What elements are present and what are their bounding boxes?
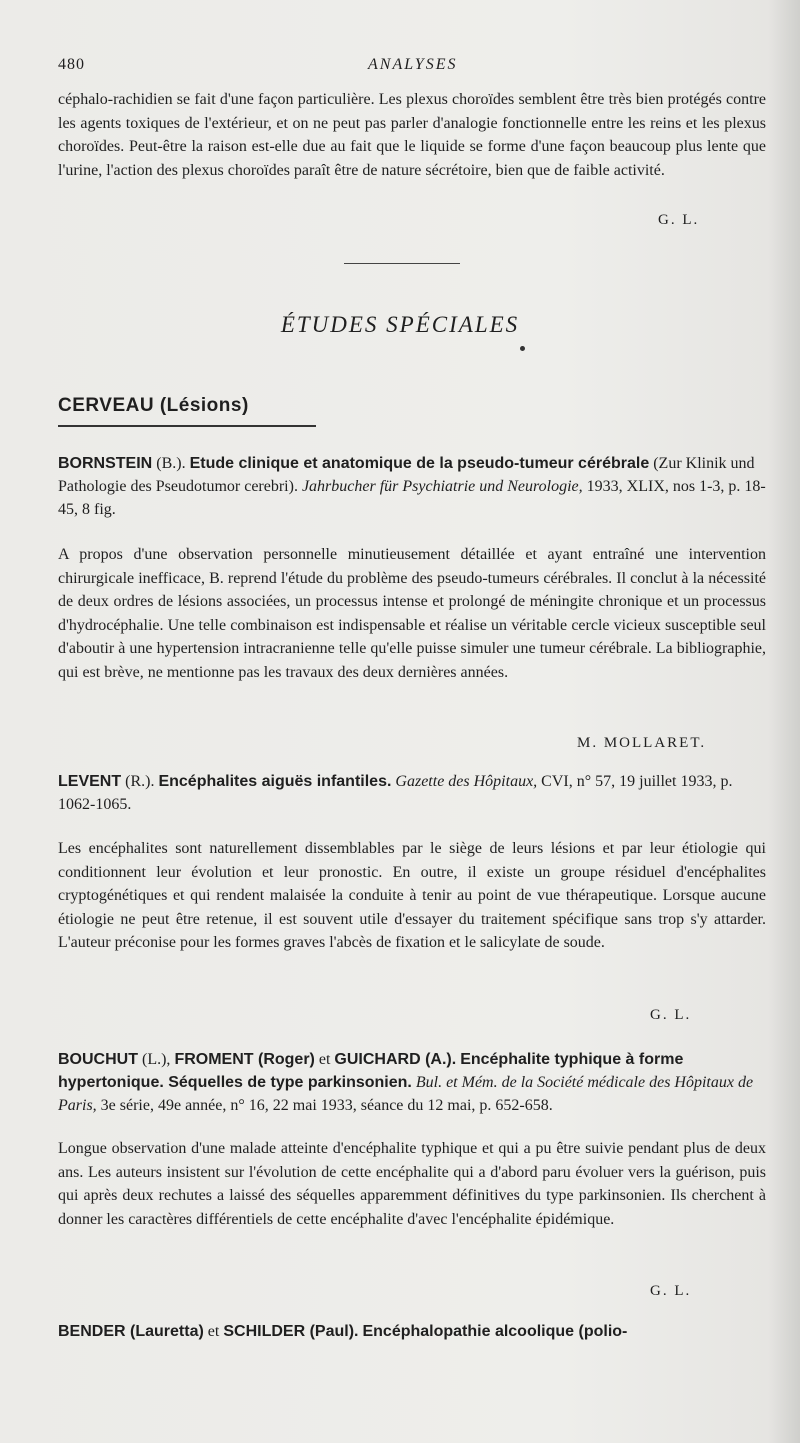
article-authors: BOUCHUT	[58, 1051, 138, 1068]
article-signature: G. L.	[650, 1007, 692, 1023]
article-authors: BENDER (Lauretta)	[58, 1323, 204, 1340]
article-authors: BORNSTEIN	[58, 455, 153, 472]
article-reference	[58, 1320, 766, 1343]
article-reference	[58, 1048, 766, 1117]
article-abstract: Les encéphalites sont naturellement dissemblables par le siège de leurs lésions et par leur étiologie qui conditionnent leur évolution et leur pronostic. En outre, il existe un groupe résiduel d'encéphalites cryptogénétiques et qui rendent malaisée la conduite à tenir au point de vue thérapeutique. Lorsque aucune étiologie ne peut être retenue, il est souvent utile d'essayer du traitement spécifique sans trop s'y attarder. L'auteur préconise pour les formes graves l'abcès de fixation et le salicylate de soude.	[58, 840, 766, 951]
running-title: ANALYSES	[368, 56, 458, 73]
article-connector: et	[318, 1051, 331, 1068]
article-title: Encéphalites aiguës infantiles.	[158, 773, 392, 790]
article-authors: SCHILDER (Paul).	[223, 1323, 359, 1340]
article-initials: (L.),	[142, 1051, 171, 1068]
article-authors: FROMENT (Roger)	[174, 1051, 315, 1068]
article-connector: et	[207, 1323, 220, 1340]
article-reference	[58, 770, 766, 816]
intro-signature: G. L.	[658, 212, 700, 228]
article-authors: GUICHARD (A.).	[334, 1051, 457, 1068]
article-abstract: A propos d'une observation personnelle minutieusement détaillée et ayant entraîné une intervention chirurgicale inefficace, B. reprend l'étude du problème des pseudo-tumeurs cérébrales. Il conclut à la nécessité de deux ordres de lésions associées, un processus intense et prolongé de méningite chronique et un processus d'hydrocéphalie. Une telle combinaison est indispensable et réalise un véritable cercle vicieux susceptible seul d'aboutir à une hypertension intracranienne telle qu'elle puisse simuler une tumeur cérébrale. La bibliographie, qui est brève, ne mentionne pas les travaux des deux dernières années.	[58, 546, 766, 681]
article-abstract: Longue observation d'une malade atteinte d'encéphalite typhique et qui a pu être suivie pendant plus de deux ans. Les auteurs insistent sur l'évolution de cette encéphalite qui a d'abord paru évoluer vers la guérison, puis qui après deux rechutes a laissé des séquelles apparemment définitives du type parkinsonien. Ils cherchent à donner les caractères différentiels de cette encéphalite d'avec l'encéphalite épidémique.	[58, 1140, 766, 1228]
article-signature: G. L.	[650, 1283, 692, 1299]
article-citation: CVI, n° 57, 19 juillet 1933, p. 1062-1065.	[58, 773, 733, 813]
article-journal: Bul. et Mém. de la Société médicale des Hôpitaux de Paris,	[58, 1074, 754, 1114]
article-citation: (Zur Klinik und Pathologie des Pseudotumor cerebri).	[58, 455, 755, 495]
article-authors: LEVENT	[58, 773, 122, 790]
article-reference	[58, 452, 766, 521]
article-title: Encéphalite typhique à forme hypertonique. Séquelles de type parkinsonien.	[58, 1051, 684, 1091]
article-signature: M. MOLLARET.	[577, 735, 707, 751]
article-title: Encéphalopathie alcoolique (polio-	[362, 1323, 628, 1340]
subsection-underline	[58, 425, 316, 427]
article-initials: (B.).	[156, 455, 186, 472]
article-citation: 3e série, 49e année, n° 16, 22 mai 1933, séance du 12 mai, p. 652-658.	[100, 1097, 553, 1114]
article-citation-details: 1933, XLIX, nos 1-3, p. 18-45, 8 fig.	[58, 478, 766, 518]
section-title: ÉTUDES SPÉCIALES	[280, 312, 520, 337]
bullet-dot	[520, 346, 525, 351]
article-journal: Jahrbucher für Psychiatrie und Neurologie,	[301, 478, 583, 495]
subsection-title: CERVEAU (Lésions)	[58, 395, 249, 416]
intro-paragraph: céphalo-rachidien se fait d'une façon particulière. Les plexus choroïdes semblent être très bien protégés contre les agents toxiques de l'extérieur, et on ne peut pas parler d'analogie fonctionnelle entre les reins et les plexus choroïdes. Peut-être la raison est-elle due au fait que le liquide se forme d'une façon beaucoup plus lente que l'urine, l'action des plexus choroïdes paraît être de nature sécrétoire, bien que de faible activité.	[58, 91, 766, 179]
article-title: Etude clinique et anatomique de la pseudo-tumeur cérébrale	[189, 455, 650, 472]
article-initials: (R.).	[125, 773, 155, 790]
section-divider	[344, 263, 460, 264]
page-number: 480	[58, 56, 85, 73]
article-journal: Gazette des Hôpitaux,	[395, 773, 538, 790]
